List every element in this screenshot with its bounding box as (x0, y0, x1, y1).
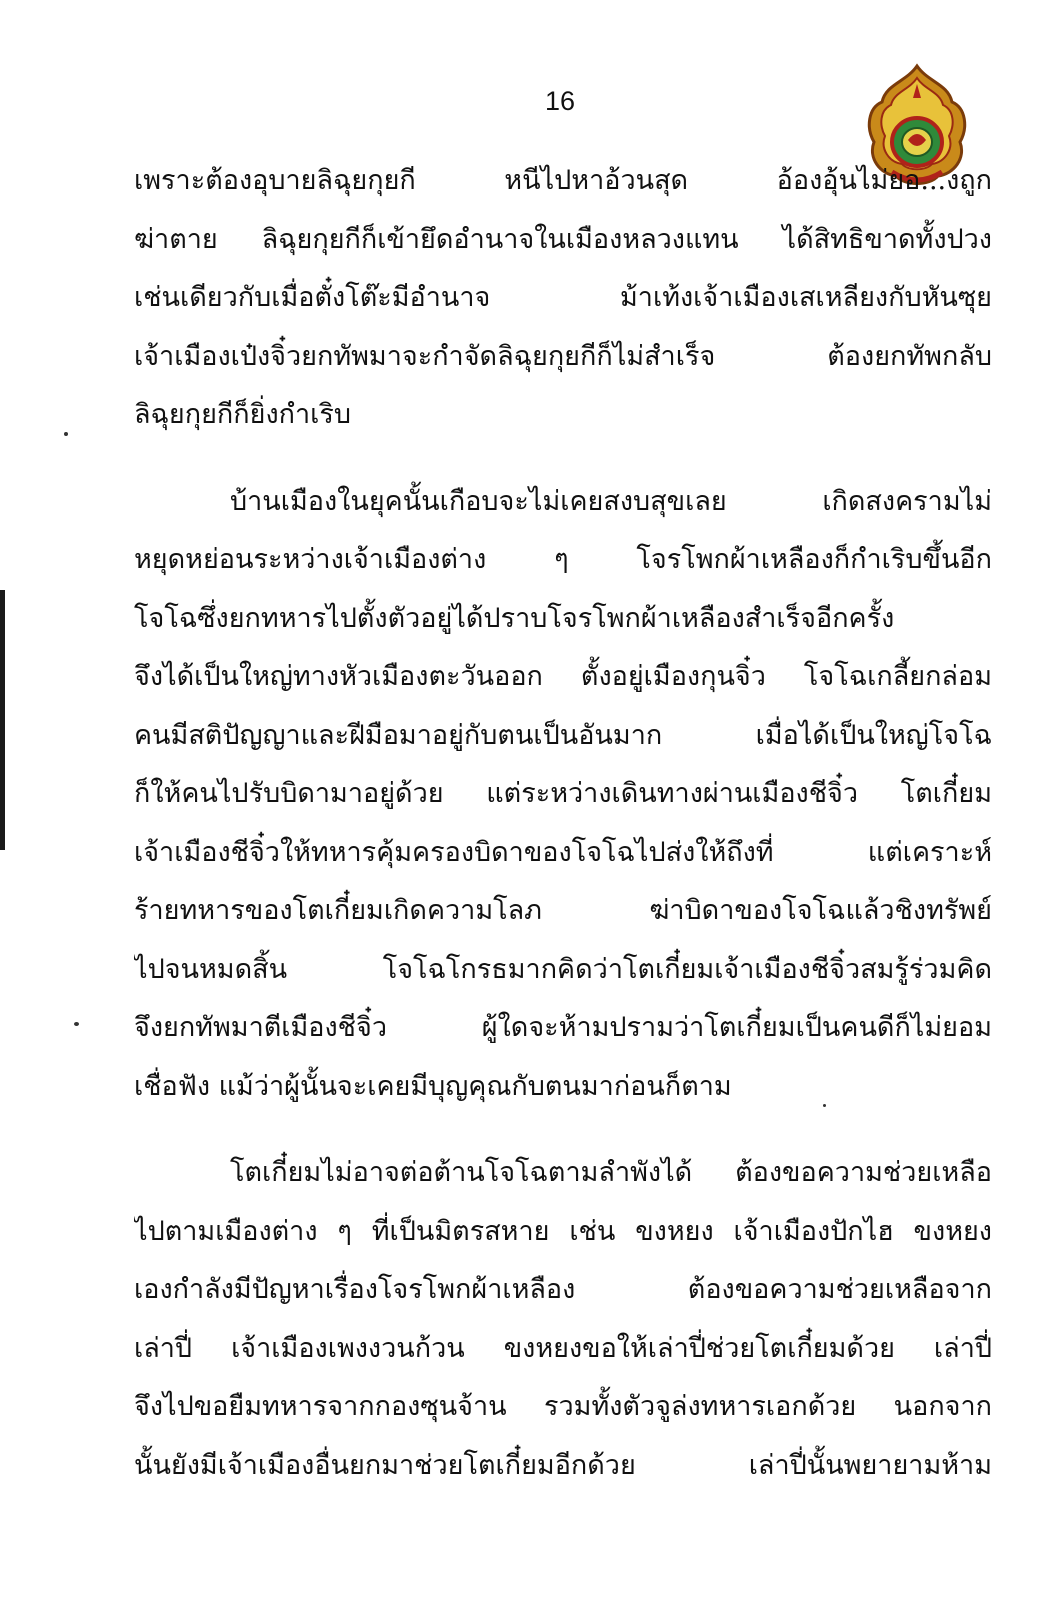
text-line: เชื่อฟัง แม้ว่าผู้นั้นจะเคยมีบุญคุณกับตนมาก่อนก็ตาม (134, 1070, 732, 1102)
text-line: ร้ายทหารของโตเกี๋ยมเกิดความโลภ ฆ่าบิดาของโจโฉแล้วชิงทรัพย์ (134, 895, 992, 926)
text-line: เองกำลังมีปัญหาเรื่องโจรโพกผ้าเหลือง ต้องขอความช่วยเหลือจาก (134, 1274, 992, 1305)
text-line: โจโฉซึ่งยกทหารไปตั้งตัวอยู่ได้ปราบโจรโพกผ้าเหลืองสำเร็จอีกครั้ง (134, 602, 895, 634)
scan-speck (74, 1022, 79, 1026)
text-line: โตเกี๋ยมไม่อาจต่อต้านโจโฉตามลำพังได้ ต้องขอความช่วยเหลือ (230, 1157, 992, 1188)
text-line: ไปจนหมดสิ้น โจโฉโกรธมากคิดว่าโตเกี๋ยมเจ้าเมืองชีจิ๋วสมรู้ร่วมคิด (134, 953, 992, 985)
paragraph (134, 152, 992, 445)
paragraph-gap (134, 1116, 992, 1144)
text-line: ลิฉุยกุยกีก็ยิ่งกำเริบ (134, 399, 352, 430)
text-line: ฆ่าตาย ลิฉุยกุยกีก็เข้ายึดอำนาจในเมืองหลวงแทน ได้สิทธิขาดทั้งปวง (134, 223, 992, 255)
text-line: ก็ให้คนไปรับบิดามาอยู่ด้วย แต่ระหว่างเดินทางผ่านเมืองชีจิ๋ว โตเกี๋ยม (134, 778, 992, 809)
document-body (134, 152, 992, 1495)
text-line: หยุดหย่อนระหว่างเจ้าเมืองต่าง ๆ โจรโพกผ้าเหลืองก็กำเริบขึ้นอีก (134, 544, 992, 575)
scan-speck (64, 432, 68, 436)
text-line: เจ้าเมืองเป๋งจิ๋วยกทัพมาจะกำจัดลิฉุยกุยกีก็ไม่สำเร็จ ต้องยกทัพกลับ (134, 340, 992, 372)
text-line: เจ้าเมืองชีจิ๋วให้ทหารคุ้มครองบิดาของโจโฉไปส่งให้ถึงที่ แต่เคราะห์ (134, 836, 992, 868)
paragraph (134, 1144, 992, 1495)
text-line: จึงยกทัพมาตีเมืองชีจิ๋ว ผู้ใดจะห้ามปรามว่าโตเกี๋ยมเป็นคนดีก็ไม่ยอม (134, 1012, 992, 1043)
text-line: คนมีสติปัญญาและฝีมือมาอยู่กับตนเป็นอันมาก เมื่อได้เป็นใหญ่โจโฉ (134, 719, 992, 751)
text-line: เพราะต้องอุบายลิฉุยกุยกี หนีไปหาอ้วนสุด อ้องอุ้นไม่ยอ...งถูก (134, 165, 992, 196)
text-line: เล่าปี่ เจ้าเมืองเพงงวนก้วน ขงหยงขอให้เล่าปี่ช่วยโตเกี๋ยมด้วย เล่าปี่ (134, 1332, 992, 1364)
text-line: จึงไปขอยืมทหารจากกองซุนจ้าน รวมทั้งตัวจูล่งทหารเอกด้วย นอกจาก (134, 1391, 992, 1422)
text-line: จึงได้เป็นใหญ่ทางหัวเมืองตะวันออก ตั้งอยู่เมืองกุนจิ๋ว โจโฉเกลี้ยกล่อม (134, 661, 992, 692)
paragraph-gap (134, 445, 992, 473)
scan-edge-mark (0, 590, 5, 850)
text-line: เช่นเดียวกับเมื่อตั๋งโต๊ะมีอำนาจ ม้าเท้งเจ้าเมืองเสเหลียงกับหันซุย (134, 282, 992, 313)
page-number: 16 (544, 86, 576, 116)
paragraph (134, 473, 992, 1117)
text-line: ไปตามเมืองต่าง ๆ ที่เป็นมิตรสหาย เช่น ขงหยง เจ้าเมืองปักไฮ ขงหยง (134, 1215, 992, 1247)
text-line: นั้นยังมีเจ้าเมืองอื่นยกมาช่วยโตเกี๋ยมอีกด้วย เล่าปี่นั้นพยายามห้าม (134, 1449, 992, 1481)
text-line: บ้านเมืองในยุคนั้นเกือบจะไม่เคยสงบสุขเลย เกิดสงครามไม่ (230, 485, 992, 517)
